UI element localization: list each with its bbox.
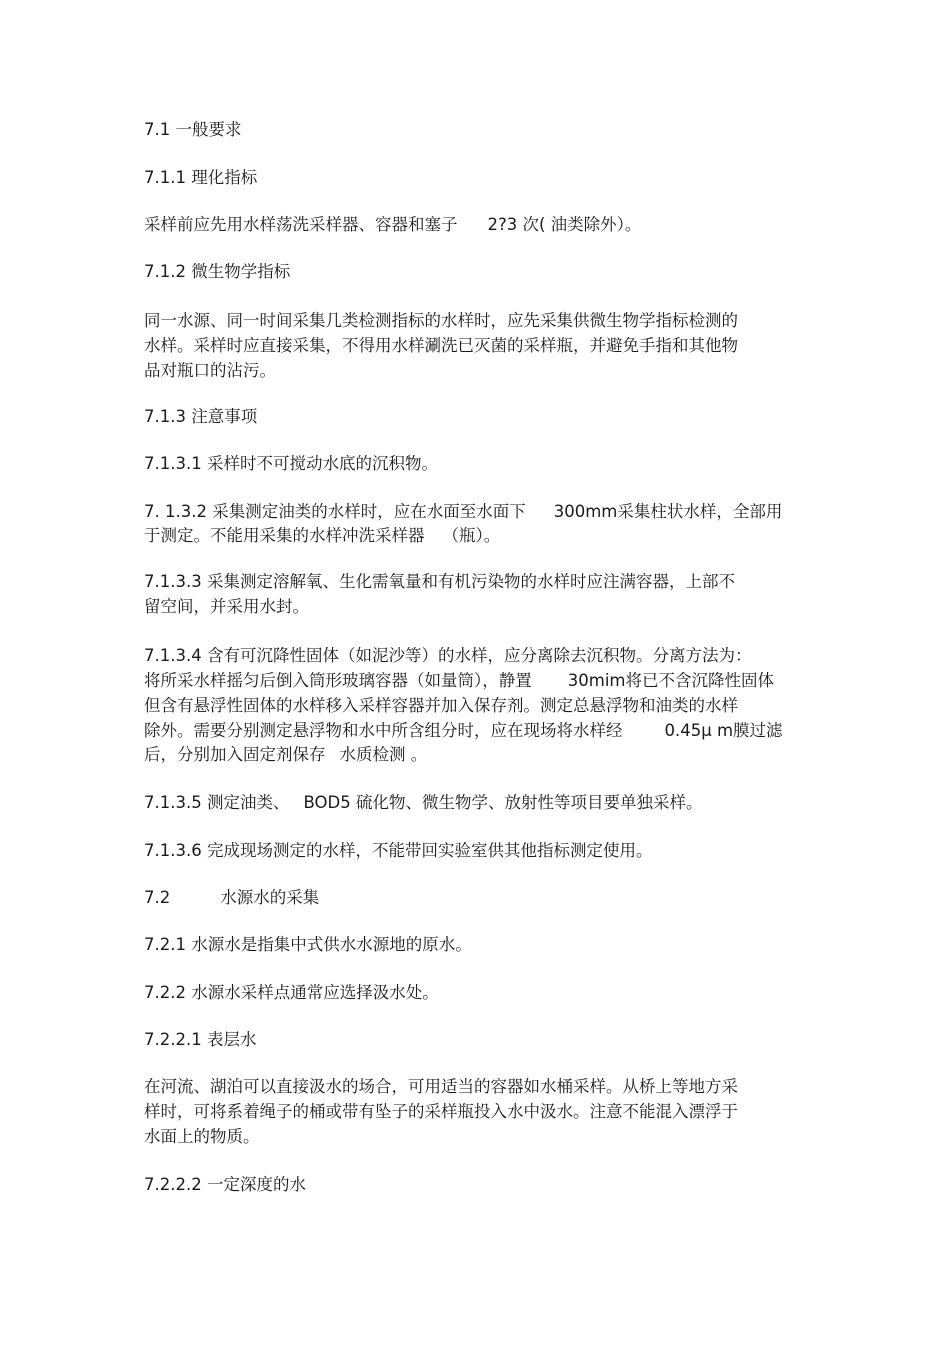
heading-number: 7.2 (144, 888, 171, 907)
para-text: 除外。需要分别测定悬浮物和水中所含组分时，应在现场将水样经 (144, 721, 623, 740)
para-line: 但含有悬浮性固体的水样移入采样容器并加入保存剂。测定总悬浮物和油类的水样 (144, 696, 738, 715)
heading-7-2 (144, 886, 319, 910)
para-text: 7.1.3.5 测定油类、 (144, 793, 290, 812)
para-text: 7. 1.3.2 采集测定油类的水样时，应在水面至水面下 (144, 502, 526, 521)
para-line: 水样。采样时应直接采集，不得用水样涮洗已灭菌的采样瓶，并避免手指和其他物 (144, 336, 738, 355)
para-text: 采集柱状水样，全部用 (617, 502, 783, 521)
heading-7-2-2-2: 7.2.2.2 一定深度的水 (144, 1175, 306, 1194)
para-line: 同一水源、同一时间采集几类检测指标的水样时，应先采集供微生物学指标检测的 (144, 311, 738, 330)
para-text: 后，分别加入固定剂保存 (144, 745, 326, 764)
para-7-1-3-3: 7.1.3.3 采集测定溶解氧、生化需氧量和有机污染物的水样时应注满容器，上部不 (144, 572, 735, 591)
para-text: 于测定。不能用采集的水样冲洗采样器 (144, 526, 425, 545)
para-line: 留空间，并采用水封。 (144, 597, 309, 616)
para-7-1-1 (144, 213, 641, 237)
para-line: 在河流、湖泊可以直接汲水的场合，可用适当的容器如水桶采样。从桥上等地方采 (144, 1077, 738, 1096)
para-text: 水质检测 。 (339, 745, 428, 764)
para-line (144, 524, 500, 548)
para-text: 30mim将已不含沉降性固体 (567, 671, 774, 690)
heading-7-1-1: 7.1.1 理化指标 (144, 168, 258, 187)
para-7-1-3-4: 7.1.3.4 含有可沉降性固体（如泥沙等）的水样，应分离除去沉积物。分离方法为： (144, 646, 752, 665)
para-line: 样时，可将系着绳子的桶或带有坠子的采样瓶投入水中汲水。注意不能混入漂浮于 (144, 1102, 738, 1121)
para-text: 0.45μ m膜过滤 (664, 721, 783, 740)
para-7-1-3-6: 7.1.3.6 完成现场测定的水样，不能带回实验室供其他指标测定使用。 (144, 841, 653, 860)
para-line (144, 669, 774, 693)
para-text: 2?3 次( 油类除外）。 (487, 215, 642, 234)
heading-7-1-3: 7.1.3 注意事项 (144, 407, 258, 426)
para-text: BOD5 硫化物、微生物学、放射性等项目要单独采样。 (303, 793, 703, 812)
para-text: （瓶）。 (442, 526, 501, 545)
heading-7-1: 7.1 一般要求 (144, 120, 242, 139)
para-7-1-3-2 (144, 500, 782, 524)
para-7-2-2: 7.2.2 水源水采样点通常应选择汲水处。 (144, 983, 439, 1002)
para-line: 品对瓶口的沾污。 (144, 361, 276, 380)
heading-text: 水源水的采集 (220, 888, 320, 907)
para-line (144, 719, 783, 743)
para-7-1-3-5 (144, 791, 702, 815)
para-7-1-3-1: 7.1.3.1 采样时不可搅动水底的沉积物。 (144, 454, 438, 473)
para-text: 300mm (553, 502, 618, 521)
heading-7-1-2: 7.1.2 微生物学指标 (144, 262, 291, 281)
para-text: 将所采水样摇匀后倒入筒形玻璃容器（如量筒），静置 (144, 671, 532, 690)
heading-7-2-2-1: 7.2.2.1 表层水 (144, 1030, 257, 1049)
para-7-2-1: 7.2.1 水源水是指集中式供水水源地的原水。 (144, 935, 472, 954)
para-line: 水面上的物质。 (144, 1127, 260, 1146)
para-text: 采样前应先用水样荡洗采样器、容器和塞子 (144, 215, 458, 234)
para-line (144, 743, 427, 767)
